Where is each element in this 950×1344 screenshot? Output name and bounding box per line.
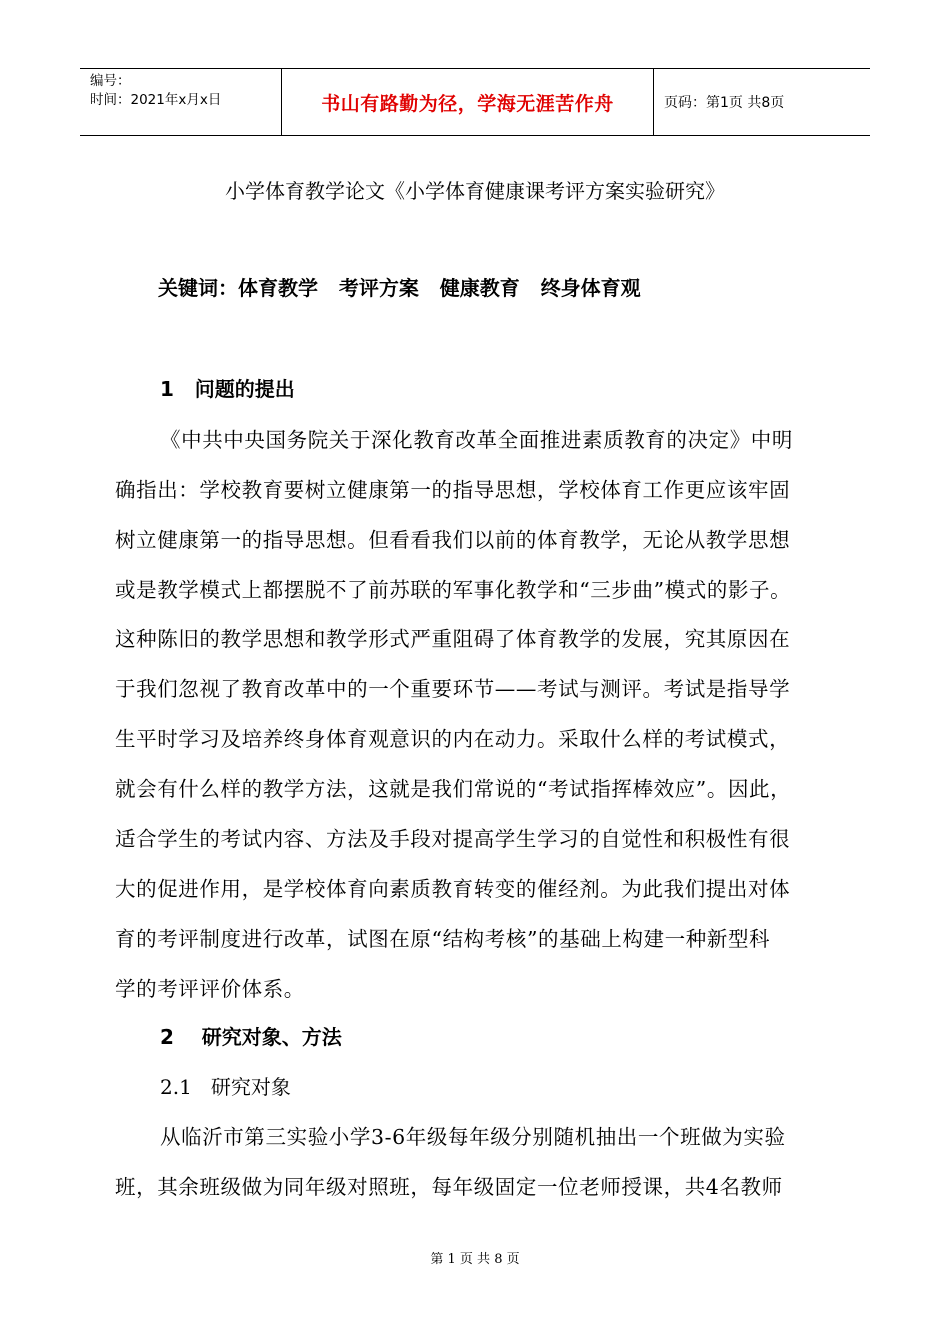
paragraph-line: 班，其余班级做为同年级对照班，每年级固定一位老师授课，共4名教师 (115, 1175, 783, 1199)
paragraph-line: 从临沂市第三实验小学3-6年级每年级分别随机抽出一个班做为实验 (160, 1125, 786, 1149)
header-table (80, 68, 870, 136)
paragraph-line: 这种陈旧的教学思想和教学形式严重阻碍了体育教学的发展，究其原因在 (115, 627, 791, 651)
paragraph-line: 或是教学模式上都摆脱不了前苏联的军事化教学和“三步曲”模式的影子。 (115, 578, 792, 602)
keywords: 关键词：体育教学 考评方案 健康教育 终身体育观 (158, 276, 641, 300)
paragraph-line: 大的促进作用，是学校体育向素质教育转变的催经剂。为此我们提出对体 (115, 877, 791, 901)
document-number-label: 编号： (90, 73, 131, 89)
document-date: 时间：2021年x月x日 (90, 92, 222, 108)
paragraph-line: 于我们忽视了教育改革中的一个重要环节——考试与测评。考试是指导学 (115, 677, 791, 701)
header-motto: 书山有路勤为径，学海无涯苦作舟 (282, 69, 654, 135)
header-meta (80, 69, 282, 135)
section2-heading: 2 研究对象、方法 (160, 1025, 342, 1049)
document-title: 小学体育教学论文《小学体育健康课考评方案实验研究》 (225, 179, 725, 203)
paragraph-line: 生平时学习及培养终身体育观意识的内在动力。采取什么样的考试模式， (115, 727, 791, 751)
paragraph-line: 树立健康第一的指导思想。但看看我们以前的体育教学，无论从教学思想 (115, 528, 791, 552)
page-footer: 第 1 页 共 8 页 (430, 1252, 520, 1267)
section1-heading: 1 问题的提出 (160, 377, 295, 401)
paragraph-line: 就会有什么样的教学方法，这就是我们常说的“考试指挥棒效应”。因此， (115, 777, 792, 801)
paragraph-line: 学的考评评价体系。 (115, 977, 305, 1001)
header-page-info: 页码：第1页 共8页 (664, 95, 785, 111)
paragraph-line: 《中共中央国务院关于深化教育改革全面推进素质教育的决定》中明 (160, 428, 793, 452)
paragraph-line: 确指出：学校教育要树立健康第一的指导思想，学校体育工作更应该牢固 (115, 478, 791, 502)
paragraph-line: 适合学生的考试内容、方法及手段对提高学生学习的自觉性和积极性有很 (115, 827, 791, 851)
paragraph-line: 育的考评制度进行改革，试图在原“结构考核”的基础上构建一种新型科 (115, 927, 771, 951)
section2-1-heading: 2.1 研究对象 (160, 1075, 291, 1099)
